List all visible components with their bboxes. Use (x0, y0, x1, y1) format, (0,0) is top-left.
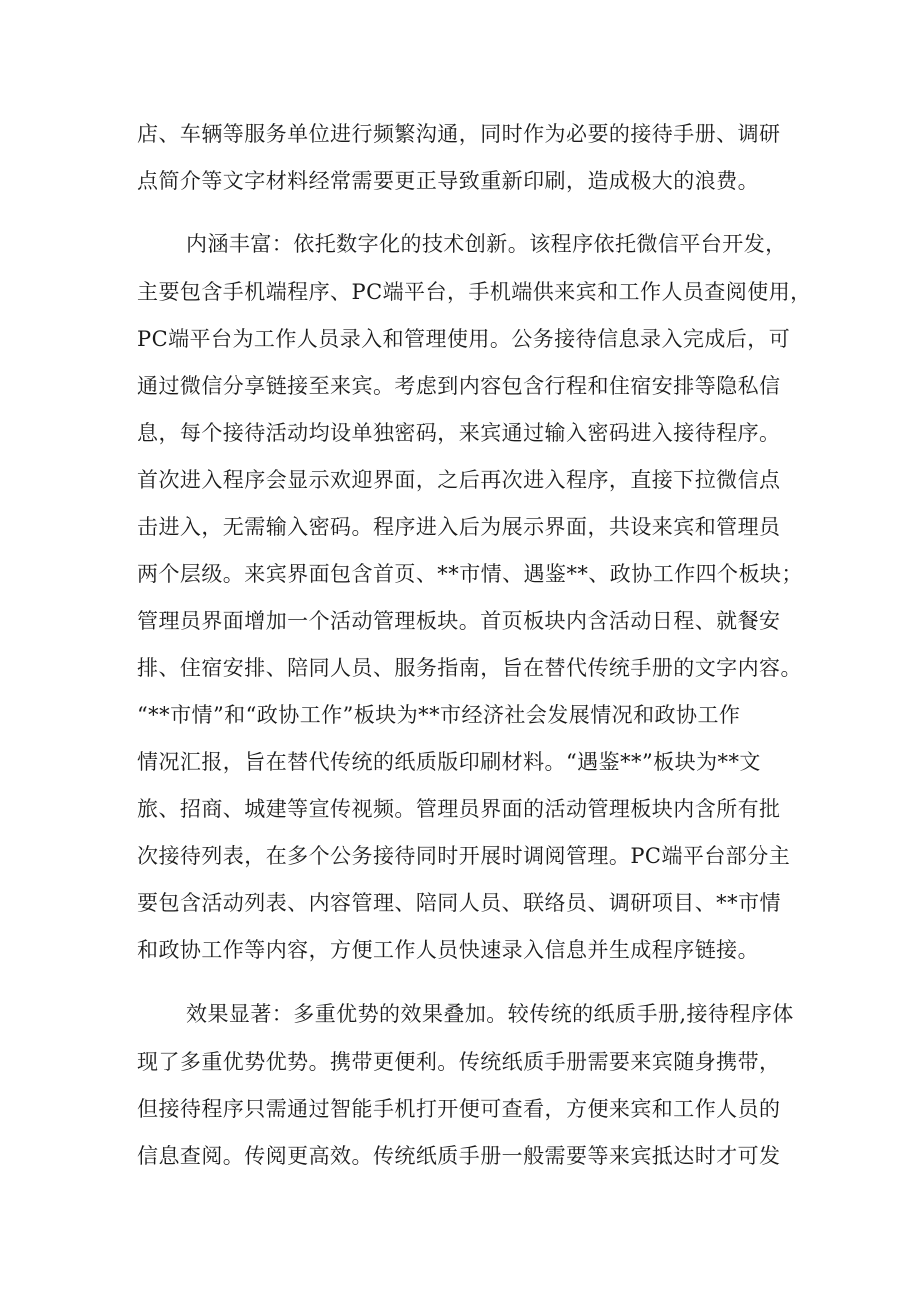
text-line: 两个层级。来宾界面包含首页、**市情、遇鉴**、政协工作四个板块； (137, 562, 803, 586)
text-line: 首次进入程序会显示欢迎界面，之后再次进入程序，直接下拉微信点 (137, 468, 781, 492)
text-line: 信息查阅。传阅更高效。传统纸质手册一般需要等来宾抵达时才可发 (137, 1144, 781, 1168)
text-line: 主要包含手机端程序、PC端平台，手机端供来宾和工作人员查阅使用， (137, 280, 812, 304)
text-line: 效果显著：多重优势的效果叠加。较传统的纸质手册,接待程序体 (186, 1002, 794, 1026)
text-line: 和政协工作等内容，方便工作人员快速录入信息并生成程序链接。 (137, 938, 760, 962)
text-line: 旅、招商、城建等宣传视频。管理员界面的活动管理板块内含所有批 (137, 797, 781, 821)
text-line: 击进入，无需输入密码。程序进入后为展示界面，共设来宾和管理员 (137, 515, 781, 539)
text-line: 管理员界面增加一个活动管理板块。首页板块内含活动日程、就餐安 (137, 609, 781, 633)
text-line: PC端平台为工作人员录入和管理使用。公务接待信息录入完成后，可 (137, 327, 791, 351)
text-line: “**市情”和“政协工作”板块为**市经济社会发展情况和政协工作 (137, 703, 741, 727)
text-line: 点简介等文字材料经常需要更正导致重新印刷，造成极大的浪费。 (137, 169, 760, 193)
text-line: 情况汇报，旨在替代传统的纸质版印刷材料。“遇鉴**”板块为**文 (137, 750, 761, 774)
text-line: 店、车辆等服务单位进行频繁沟通，同时作为必要的接待手册、调研 (137, 122, 781, 146)
text-line: 现了多重优势优势。携带更便利。传统纸质手册需要来宾随身携带， (137, 1050, 781, 1074)
text-line: 要包含活动列表、内容管理、陪同人员、联络员、调研项目、**市情 (137, 891, 781, 915)
text-line: 排、住宿安排、陪同人员、服务指南，旨在替代传统手册的文字内容。 (137, 656, 802, 680)
text-line: 通过微信分享链接至来宾。考虑到内容包含行程和住宿安排等隐私信 (137, 374, 781, 398)
text-line: 内涵丰富：依托数字化的技术创新。该程序依托微信平台开发， (186, 232, 787, 256)
text-line: 次接待列表，在多个公务接待同时开展时调阅管理。PC端平台部分主 (137, 844, 791, 868)
text-line: 但接待程序只需通过智能手机打开便可查看，方便来宾和工作人员的 (137, 1097, 781, 1121)
text-line: 息，每个接待活动均设单独密码，来宾通过输入密码进入接待程序。 (137, 421, 781, 445)
